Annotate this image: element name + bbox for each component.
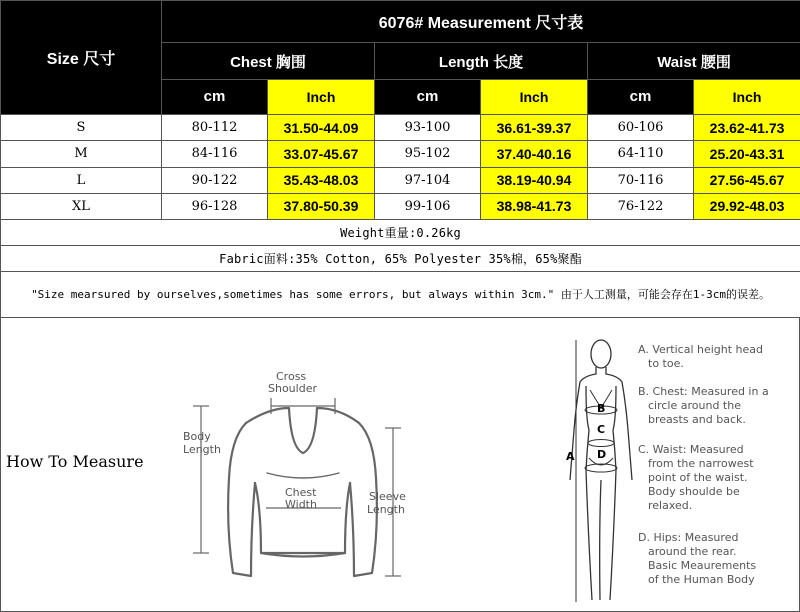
chest-width-label-2: Width: [285, 498, 317, 511]
legend-line: breasts and back.: [648, 413, 746, 426]
length-cm-header: cm: [375, 79, 481, 114]
table-row: [1, 193, 800, 219]
legend-line: from the narrowest: [648, 457, 754, 470]
length-cm-cell: 93-100: [375, 115, 481, 141]
shirt-diagram: [171, 358, 421, 608]
table-row: [1, 167, 800, 193]
waist-inch-cell: 29.92-48.03: [694, 193, 800, 219]
length-cm-cell: 95-102: [375, 141, 481, 167]
chest-cm-cell: 90-122: [162, 167, 268, 193]
waist-inch-cell: 27.56-45.67: [694, 167, 800, 193]
legend-line: Basic Meaurements: [648, 559, 757, 572]
legend-line: B. Chest: Measured in a: [638, 385, 769, 398]
chest-inch-cell: 37.80-50.39: [268, 193, 375, 219]
human-figure: [570, 340, 632, 600]
size-cell: M: [1, 141, 162, 167]
legend-line: relaxed.: [648, 499, 693, 512]
legend-line: of the Human Body: [648, 573, 755, 586]
chest-width-label: Chest: [285, 486, 317, 499]
fabric-row: Fabric面料:35% Cotton, 65% Polyester 35%棉，65%聚酯: [1, 246, 800, 272]
length-inch-header: Inch: [481, 79, 588, 114]
how-to-measure-title: How To Measure: [6, 452, 144, 471]
waist-cm-cell: 70-116: [588, 167, 694, 193]
length-inch-cell: 37.40-40.16: [481, 141, 588, 167]
sleeve-length-label-2: Length: [367, 503, 405, 516]
waist-cm-cell: 76-122: [588, 193, 694, 219]
size-cell: S: [1, 115, 162, 141]
chest-header: Chest 胸围: [162, 43, 375, 79]
measurement-note: "Size mearsured by ourselves,sometimes has some errors, but always within 3cm." 由于人工测量，可能会存在1-3cm的误差。: [1, 272, 800, 318]
body-diagram: [556, 330, 800, 612]
size-cell: L: [1, 167, 162, 193]
measurement-legend: [638, 343, 769, 586]
legend-line: to toe.: [648, 357, 684, 370]
waist-inch-cell: 25.20-43.31: [694, 141, 800, 167]
chest-cm-cell: 96-128: [162, 193, 268, 219]
chest-cm-cell: 80-112: [162, 115, 268, 141]
size-header: Size 尺寸: [1, 1, 162, 115]
table-row: [1, 141, 800, 167]
body-length-label-2: Length: [183, 443, 221, 456]
waist-inch-cell: 23.62-41.73: [694, 115, 800, 141]
chest-inch-header: Inch: [268, 79, 375, 114]
cross-shoulder-label-2: Shoulder: [268, 382, 317, 395]
chest-inch-cell: 35.43-48.03: [268, 167, 375, 193]
cross-shoulder-label: Cross: [276, 370, 307, 383]
weight-row: Weight重量:0.26kg: [1, 220, 800, 246]
legend-line: D. Hips: Measured: [638, 531, 739, 544]
length-inch-cell: 36.61-39.37: [481, 115, 588, 141]
chest-cm-header: cm: [162, 79, 268, 114]
waist-header: Waist 腰围: [588, 43, 800, 79]
legend-line: circle around the: [648, 399, 741, 412]
length-inch-cell: 38.98-41.73: [481, 193, 588, 219]
marker-a: A: [566, 450, 575, 463]
legend-line: C. Waist: Measured: [638, 443, 744, 456]
body-length-label: Body: [183, 430, 211, 443]
length-inch-cell: 38.19-40.94: [481, 167, 588, 193]
waist-cm-cell: 64-110: [588, 141, 694, 167]
marker-c: C: [597, 423, 606, 436]
legend-line: around the rear.: [648, 545, 737, 558]
chest-cm-cell: 84-116: [162, 141, 268, 167]
sleeve-length-label: Sleeve: [369, 490, 406, 503]
marker-d: D: [597, 448, 607, 461]
waist-cm-header: cm: [588, 79, 694, 114]
how-to-measure-panel: [0, 318, 800, 612]
chest-inch-cell: 33.07-45.67: [268, 141, 375, 167]
legend-line: A. Vertical height head: [638, 343, 764, 356]
size-cell: XL: [1, 193, 162, 219]
legend-line: point of the waist.: [648, 471, 748, 484]
legend-line: Body shoulde be: [648, 485, 740, 498]
table-title: 6076# Measurement 尺寸表: [162, 1, 800, 43]
length-header: Length 长度: [375, 43, 588, 79]
table-row: [1, 115, 800, 141]
length-cm-cell: 99-106: [375, 193, 481, 219]
waist-cm-cell: 60-106: [588, 115, 694, 141]
length-cm-cell: 97-104: [375, 167, 481, 193]
marker-b: B: [597, 402, 606, 415]
chest-inch-cell: 31.50-44.09: [268, 115, 375, 141]
waist-inch-header: Inch: [694, 79, 800, 114]
